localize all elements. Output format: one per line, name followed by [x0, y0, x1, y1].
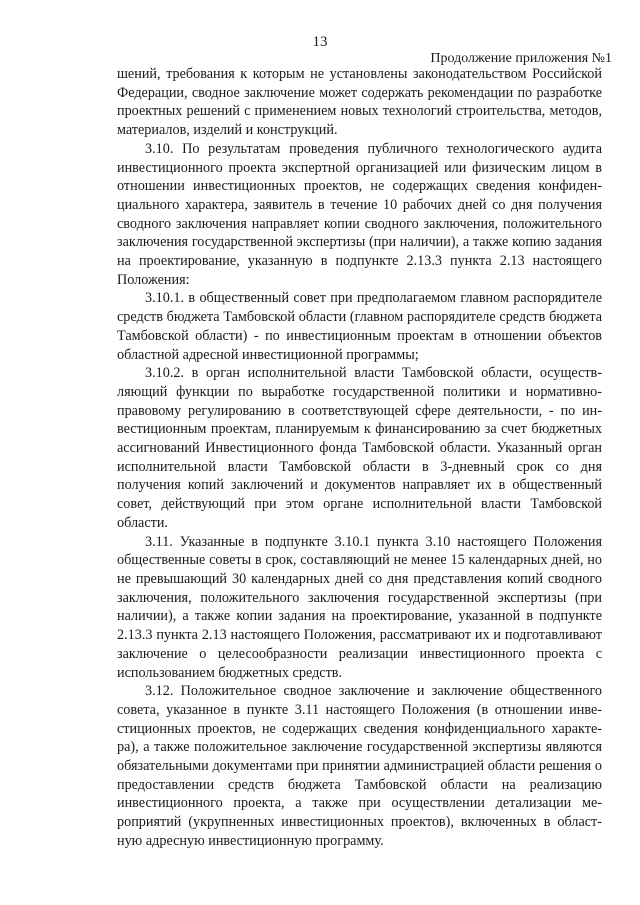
paragraph-3-11: 3.11. Указанные в подпункте 3.10.1 пункта 3.10 настоящего Положения общественные советы в срок, составляющий не менее 15 календарных дней, но не превышающий 30 календарных дней со дня представления копий сводного заключения, положительного заключения государственной экспертизы (при наличии), а также копии задания на проектирование, указанной в подпункте 2.13.3 пункта 2.13 настоящего Положения, рассматривают их и подготавливают заключение о целесообразности реализации инвестиционного проекта с использованием бюджетных средств.	[117, 533, 602, 681]
paragraph-3-10-1: 3.10.1. в общественный совет при предполагаемом главном распорядителе средств бюджета Тамбовской области (главном распорядителе средств бюджета Тамбовской области) - по инвестиционным проектам в отношении объектов областной адресной инвестиционной программы;	[117, 290, 602, 363]
paragraph-3-12: 3.12. Положительное сводное заключение и заключение общественного совета, указанное в пункте 3.11 настоящего Положения (в отношении инвестиционных проектов, не содержащих сведения конфиденциального характера), а также положительное заключение государственной экспертизы являются обязательными документами при принятии администрацией области решения о предоставлении средств бюджета Тамбовской области на реализацию инвестиционного проекта, а также при осуществлении детализации мероприятий (укрупненных инвестиционных проектов), включенных в областную адресную инвестиционную программу.	[117, 683, 602, 849]
page-number: 13	[312, 34, 328, 50]
appendix-continuation-note: Продолжение приложения №1	[430, 51, 612, 66]
paragraph-continuation: шений, требования к которым не установлены законодательством Российской Федерации, сводное заключение может содержать рекомендации по разработке проектных решений с применением новых технологий строительства, методов, материалов, изделий и конструкций.	[117, 66, 602, 139]
document-body	[117, 65, 602, 851]
paragraph-3-10: 3.10. По результатам проведения публичного технологического аудита инвестиционного проекта экспертной организацией или физическим лицом в отношении инвестиционных проектов, не содержащих сведения конфиденциального характера, заявитель в течение 10 рабочих дней со дня получения сводного заключения направляет копии сводного заключения, положительного заключения государственной экспертизы (при наличии), а также копию задания на проектирование, указанную в подпункте 2.13.3 пункта 2.13 настоящего Положения:	[117, 140, 602, 288]
paragraph-3-10-2: 3.10.2. в орган исполнительной власти Тамбовской области, осуществляющий функции по выработке государственной политики и нормативно-правовому регулированию в соответствующей сфере деятельности, - по инвестиционным проектам, планируемым к финансированию за счет бюджетных ассигнований Инвестиционного фонда Тамбовской области. Указанный орган исполнительной власти Тамбовской области в 3-дневный срок со дня получения копий заключений и документов направляет их в общественный совет, действующий при этом органе исполнительной власти Тамбовской области.	[117, 365, 602, 531]
